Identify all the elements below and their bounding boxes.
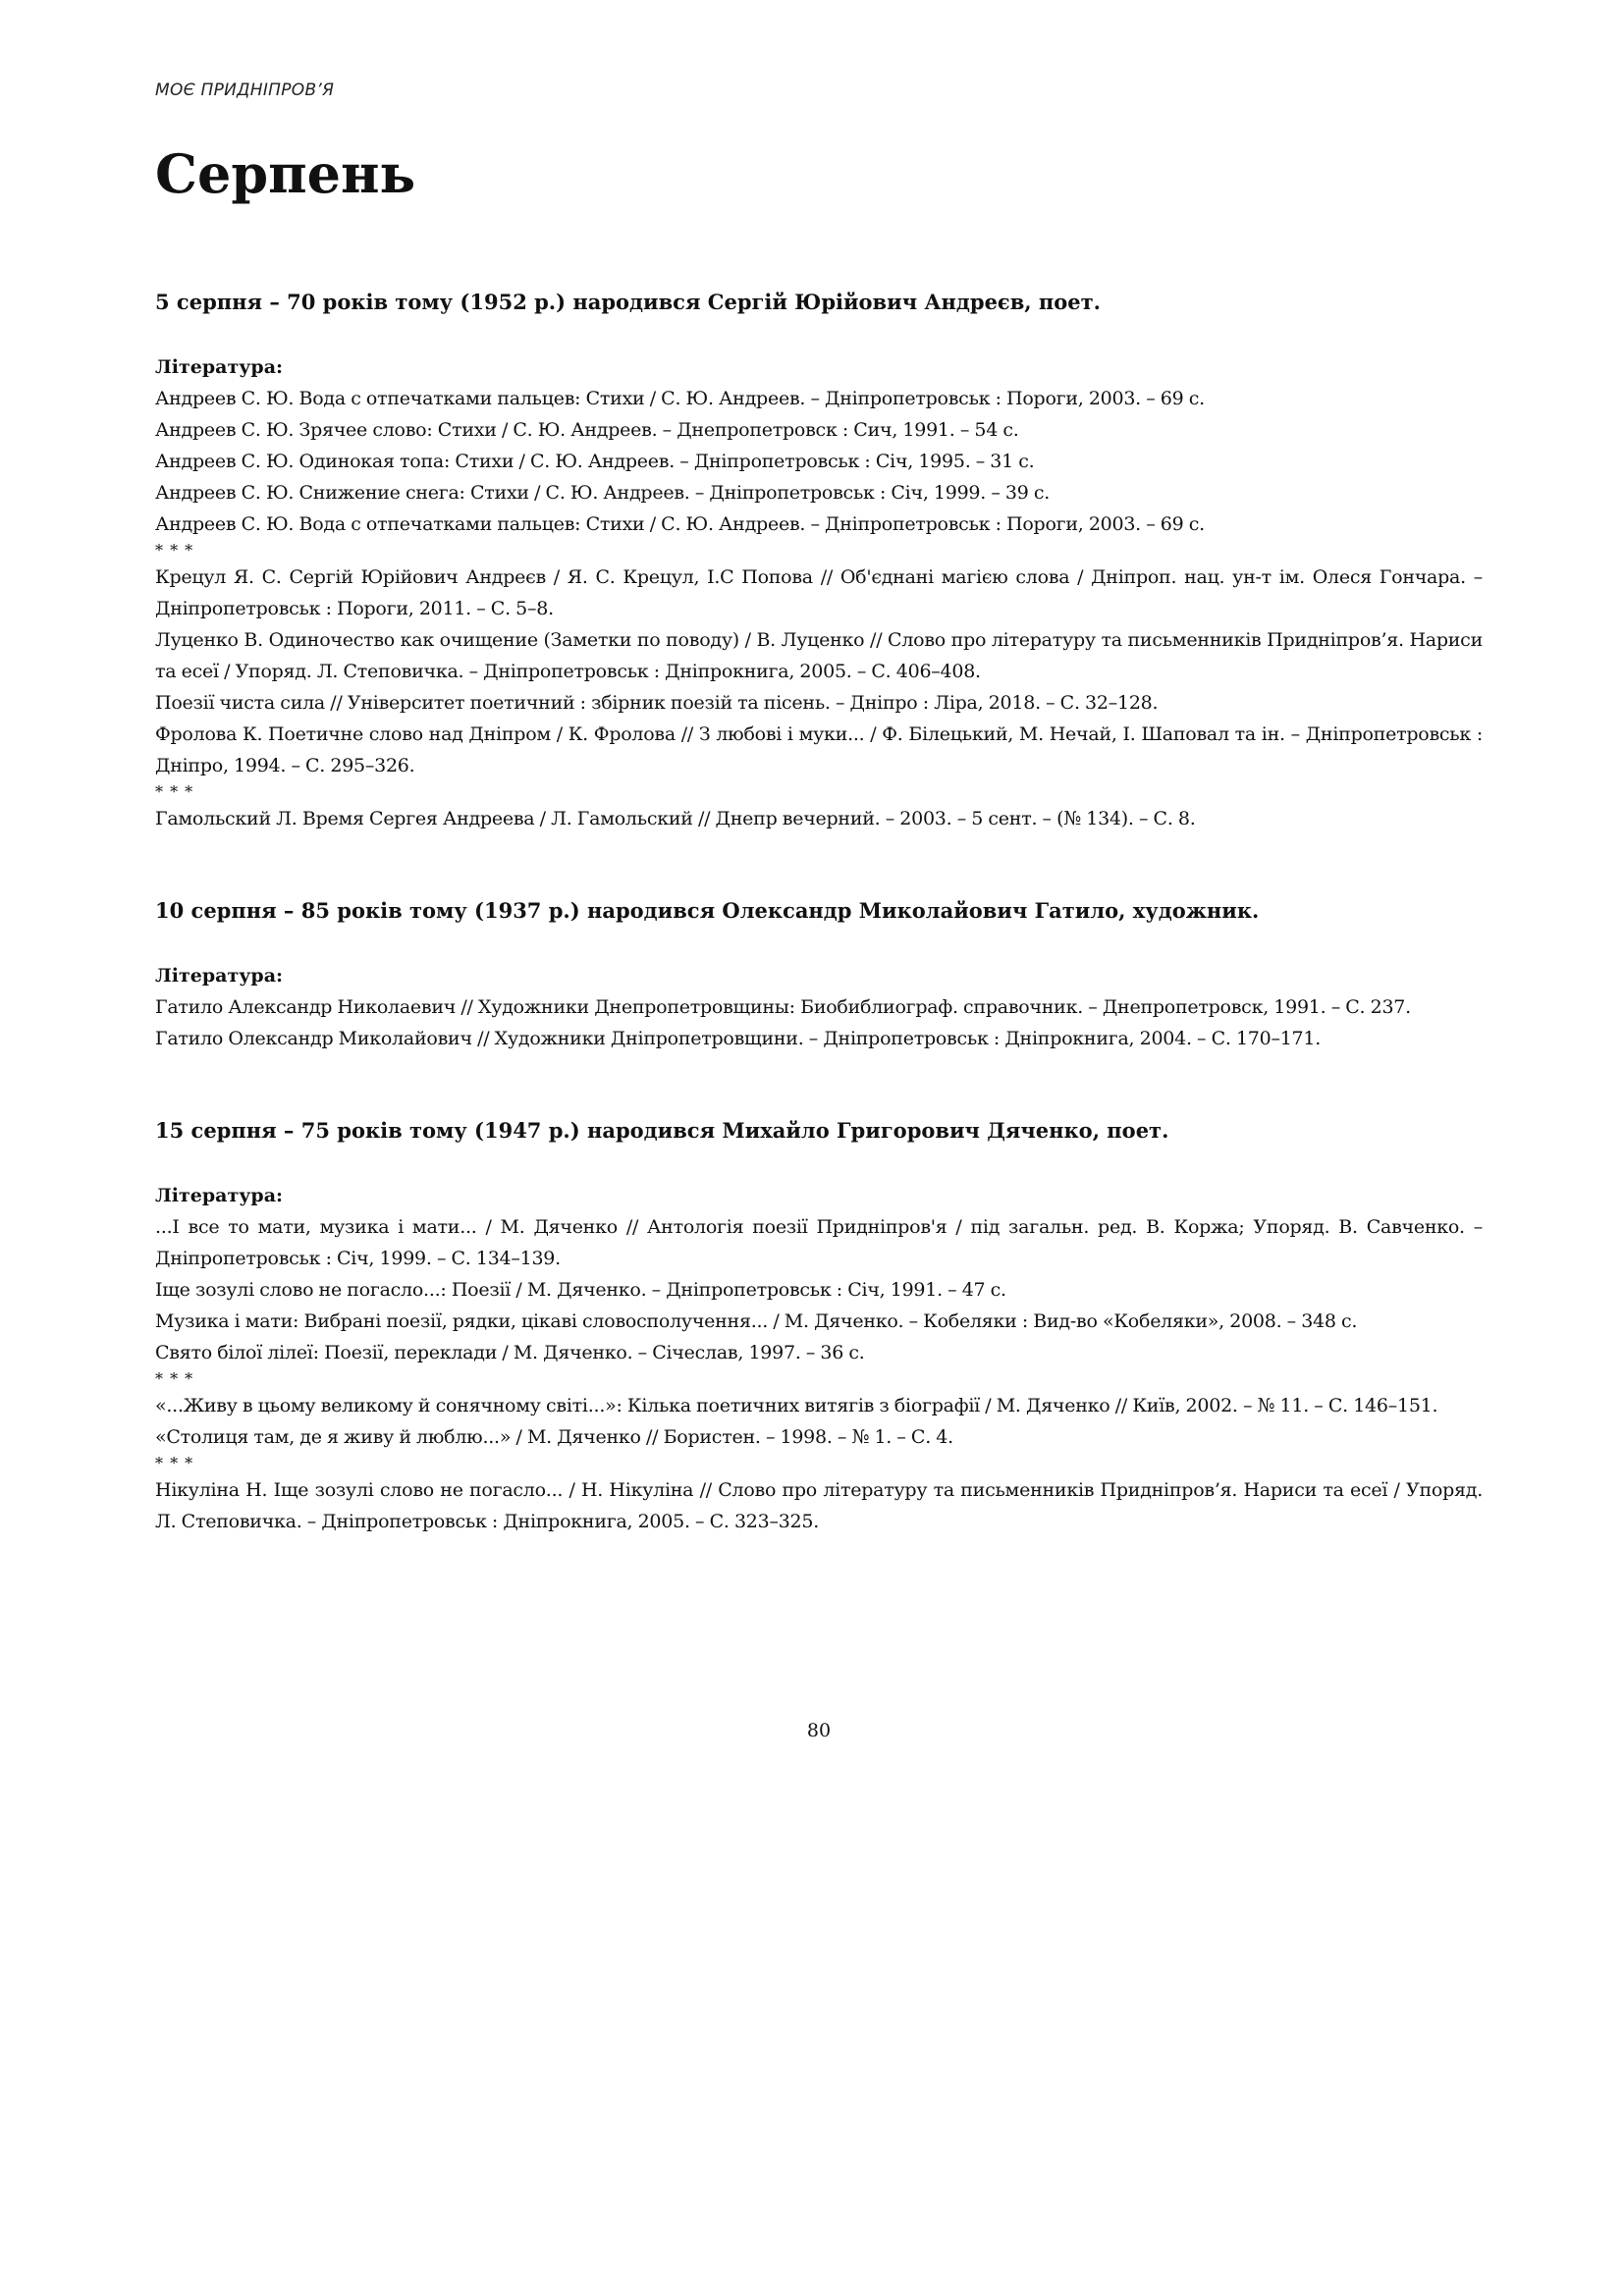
literature-label: Література: <box>155 356 284 378</box>
bibliography-entry: Гатило Александр Николаевич // Художники Днепропетровщины: Биобиблиограф. справочник. – Днепропетровск, 1991. – С. 237. <box>155 996 1411 1018</box>
running-header: МОЄ ПРИДНІПРОВ’Я <box>155 80 335 100</box>
separator: * * * <box>155 1369 194 1388</box>
page-title: Серпень <box>155 142 416 205</box>
bibliography-entry: Поезії чиста сила // Університет поетичний : збірник поезій та пісень. – Дніпро : Ліра, 2018. – С. 32–128. <box>155 692 1159 714</box>
separator: * * * <box>155 782 194 801</box>
anniversary-section <box>155 1115 1483 1537</box>
bibliography-entry: «Столиця там, де я живу й люблю...» / М. Дяченко // Бористен. – 1998. – № 1. – С. 4. <box>155 1426 953 1448</box>
page-number: 80 <box>806 1720 832 1741</box>
bibliography-entry: ...І все то мати, музика і мати... / М. Дяченко // Антологія поезії Придніпров'я / під загальн. ред. В. Коржа; Упоряд. В. Савченко. – Дніпропетровськ : Січ, 1999. – С. 134–139. <box>155 1216 1483 1269</box>
bibliography-entry: Луценко В. Одиночество как очищение (Заметки по поводу) / В. Луценко // Слово про літературу та письменників Придніпров’я. Нариси та есеї / Упоряд. Л. Степовичка. – Дніпропетровськ : Дніпрокнига, 2005. – С. 406–408. <box>155 629 1483 682</box>
separator: * * * <box>155 1454 194 1472</box>
literature-label: Література: <box>155 965 284 987</box>
bibliography-entry: Крецул Я. С. Сергій Юрійович Андреєв / Я. С. Крецул, І.С Попова // Об'єднані магією слова / Дніпроп. нац. ун-т ім. Олеся Гончара. – Дніпропетровськ : Пороги, 2011. – С. 5–8. <box>155 566 1483 619</box>
separator: * * * <box>155 541 194 560</box>
bibliography-entry: Андреев С. Ю. Зрячее слово: Стихи / С. Ю. Андреев. – Днепропетровск : Сич, 1991. – 54 с. <box>155 419 1019 441</box>
literature-label: Література: <box>155 1185 284 1206</box>
bibliography-entry: Гатило Олександр Миколайович // Художники Дніпропетровщини. – Дніпропетровськ : Дніпрокнига, 2004. – С. 170–171. <box>155 1028 1322 1049</box>
section-heading: 10 серпня – 85 років тому (1937 р.) народився Олександр Миколайович Гатило, художник. <box>155 898 1260 923</box>
section-heading: 5 серпня – 70 років тому (1952 р.) народився Сергій Юрійович Андреєв, поет. <box>155 290 1101 314</box>
anniversary-section <box>155 895 1483 1054</box>
content <box>155 287 1483 1537</box>
bibliography-list <box>155 991 1483 1054</box>
bibliography-entry: Андреев С. Ю. Вода с отпечатками пальцев: Стихи / С. Ю. Андреев. – Дніпропетровськ : Пороги, 2003. – 69 с. <box>155 388 1205 409</box>
bibliography-entry: Андреев С. Ю. Вода с отпечатками пальцев: Стихи / С. Ю. Андреев. – Дніпропетровськ : Пороги, 2003. – 69 с. <box>155 513 1205 535</box>
bibliography-entry: Андреев С. Ю. Одинокая топа: Стихи / С. Ю. Андреев. – Дніпропетровськ : Січ, 1995. – 31 с. <box>155 451 1035 472</box>
bibliography-entry: Музика і мати: Вибрані поезії, рядки, цікаві словосполучення... / М. Дяченко. – Кобеляки : Вид-во «Кобеляки», 2008. – 348 с. <box>155 1310 1358 1332</box>
anniversary-section <box>155 287 1483 834</box>
section-heading: 15 серпня – 75 років тому (1947 р.) народився Михайло Григорович Дяченко, поет. <box>155 1118 1169 1143</box>
bibliography-entry: «...Живу в цьому великому й сонячному світі...»: Кілька поетичних витягів з біографії / М. Дяченко // Київ, 2002. – № 11. – С. 146–151. <box>155 1395 1438 1416</box>
bibliography-entry: Гамольский Л. Время Сергея Андреева / Л. Гамольский // Днепр вечерний. – 2003. – 5 сент. – (№ 134). – С. 8. <box>155 808 1196 829</box>
bibliography-list <box>155 383 1483 834</box>
bibliography-entry: Свято білої лілеї: Поезії, переклади / М. Дяченко. – Січеслав, 1997. – 36 с. <box>155 1342 865 1363</box>
bibliography-entry: Андреев С. Ю. Снижение снега: Стихи / С. Ю. Андреев. – Дніпропетровськ : Січ, 1999. – 39 с. <box>155 482 1051 504</box>
bibliography-entry: Іще зозулі слово не погасло...: Поезії / М. Дяченко. – Дніпропетровськ : Січ, 1991. – 47 с. <box>155 1279 1006 1301</box>
bibliography-entry: Нікуліна Н. Іще зозулі слово не погасло... / Н. Нікуліна // Слово про літературу та письменників Придніпров’я. Нариси та есеї / Упоряд. Л. Степовичка. – Дніпропетровськ : Дніпрокнига, 2005. – С. 323–325. <box>155 1479 1483 1532</box>
bibliography-list <box>155 1211 1483 1537</box>
bibliography-entry: Фролова К. Поетичне слово над Дніпром / К. Фролова // З любові і муки... / Ф. Білецький, М. Нечай, І. Шаповал та ін. – Дніпропетровськ : Дніпро, 1994. – С. 295–326. <box>155 723 1483 776</box>
